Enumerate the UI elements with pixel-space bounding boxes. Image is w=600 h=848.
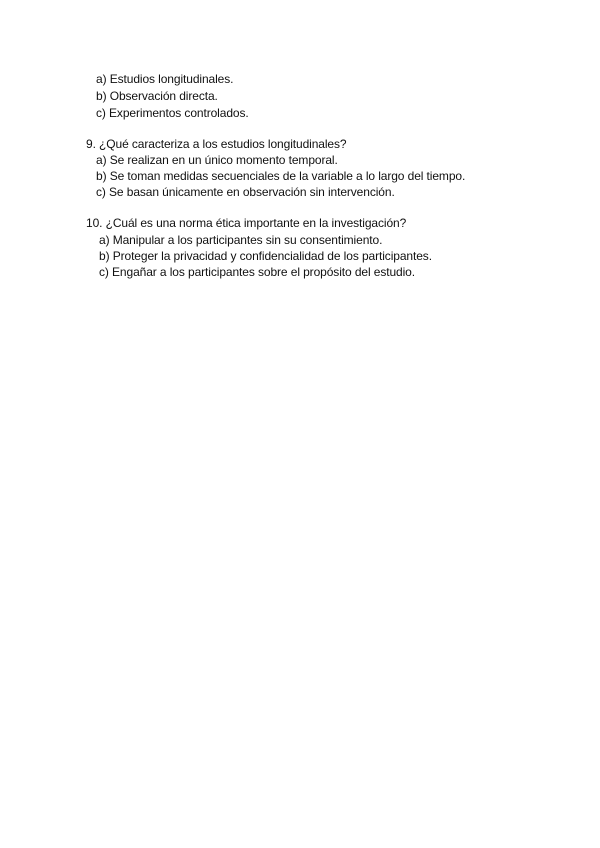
q10-option-c: c) Engañar a los participantes sobre el propósito del estudio. [99, 265, 415, 279]
q9-option-a: a) Se realizan en un único momento temporal. [96, 153, 338, 167]
option-a-continued: a) Estudios longitudinales. [96, 72, 234, 86]
option-c-continued: c) Experimentos controlados. [96, 106, 249, 120]
q9-option-c: c) Se basan únicamente en observación sin intervención. [96, 185, 395, 199]
question-10: 10. ¿Cuál es una norma ética importante en la investigación? [86, 216, 407, 230]
q10-option-b: b) Proteger la privacidad y confidencialidad de los participantes. [99, 249, 432, 263]
q9-option-b: b) Se toman medidas secuenciales de la variable a lo largo del tiempo. [96, 169, 466, 183]
q10-option-a: a) Manipular a los participantes sin su consentimiento. [99, 233, 383, 247]
option-b-continued: b) Observación directa. [96, 89, 218, 103]
question-9: 9. ¿Qué caracteriza a los estudios longitudinales? [86, 137, 347, 151]
